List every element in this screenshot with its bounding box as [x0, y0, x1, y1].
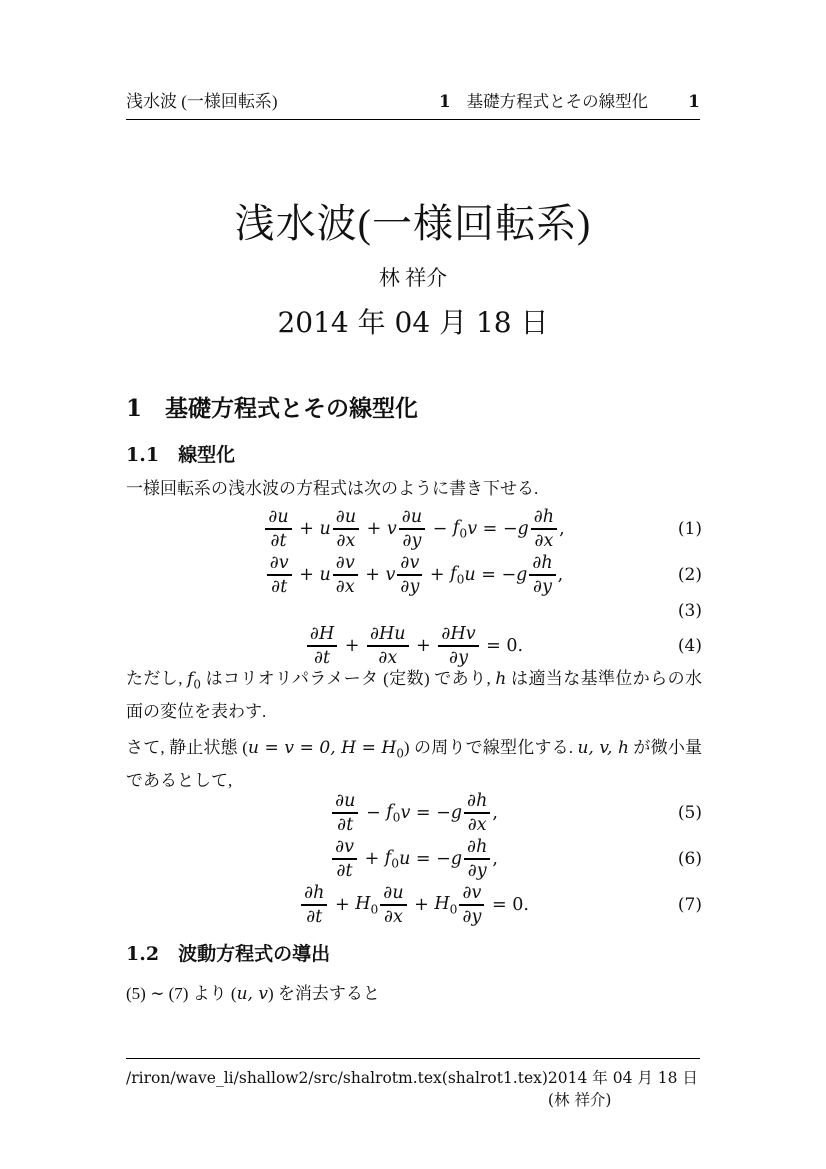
math-variable: u: [319, 519, 331, 539]
equation-5-body: [330, 792, 498, 834]
footer-date-author: 2014 年 04 月 18 日 (林 祥介): [547, 1069, 698, 1109]
math-fraction-part: ∂y: [402, 530, 422, 551]
page-footer: [126, 1058, 700, 1110]
equation-7-number: (7): [677, 895, 702, 915]
document-author: 林 祥介: [378, 266, 448, 290]
paragraph-linearize: [126, 734, 702, 794]
running-section-title: 基礎方程式とその線型化: [466, 93, 649, 111]
math-fraction-part: ∂y: [462, 906, 482, 927]
math-variable: h: [495, 669, 507, 689]
math-fraction-part: ∂t: [270, 530, 287, 551]
math-fraction: [333, 508, 359, 550]
equation-6: [126, 836, 702, 882]
math-operator: ,: [492, 803, 498, 823]
math-fraction-part: ∂Hv: [441, 624, 476, 645]
math-fraction-part: ∂t: [271, 576, 288, 597]
math-fraction-part: ∂h: [467, 791, 488, 812]
math-fraction-part: ∂x: [534, 530, 554, 551]
equation-5: [126, 790, 702, 836]
equation-1-body: [263, 508, 564, 550]
equation-6-number: (6): [677, 849, 702, 869]
math-operator: ,: [557, 565, 564, 585]
math-fraction-part: ∂x: [335, 576, 355, 597]
math-operator: = −: [410, 803, 451, 823]
text-run: ただし,: [126, 669, 188, 688]
subsection-1-2-title: 波動方程式の導出: [178, 944, 331, 965]
equation-2: [126, 552, 702, 598]
math-operator: +: [293, 565, 320, 585]
text-run: 一様回転系の浅水波の方程式は次のように書き下せる.: [126, 479, 539, 498]
math-operator: ,: [492, 849, 498, 869]
math-fraction: [464, 792, 490, 834]
document-title: 浅水波(一様回転系): [234, 201, 592, 246]
equation-2-number: (2): [677, 565, 702, 585]
math-operator: +: [424, 565, 451, 585]
equation-4-number: (4): [677, 636, 702, 656]
equation-3-number: (3): [677, 600, 702, 621]
math-variable: u, v, h: [577, 738, 629, 758]
math-variable: $H_0$: [434, 893, 458, 917]
math-fraction: [464, 838, 490, 880]
running-section-number: 1: [438, 92, 451, 112]
math-variable: $f_0$: [386, 801, 401, 825]
text-run: ) を消去すると: [267, 984, 380, 1003]
math-fraction-part: ∂h: [533, 507, 555, 528]
math-variable: $H_0$: [355, 893, 379, 917]
math-fraction-part: ∂v: [269, 553, 289, 574]
text-run: (5) ∼ (7) より (: [126, 984, 237, 1003]
math-fraction-part: ∂y: [467, 860, 487, 881]
math-fraction-part: ∂x: [336, 530, 356, 551]
math-fraction-part: ∂x: [383, 906, 403, 927]
math-variable: u: [399, 849, 411, 869]
equation-5-number: (5): [677, 803, 702, 823]
running-header: [126, 87, 700, 120]
paragraph-intro: [126, 475, 702, 502]
math-variable: $f_0$: [384, 847, 400, 871]
math-operator: +: [293, 519, 320, 539]
footer-file-path: /riron/wave_li/shallow2/src/shalrotm.tex(shalrot1.tex): [126, 1069, 548, 1087]
equation-1-number: (1): [677, 519, 702, 539]
page-number: 1: [688, 92, 700, 112]
math-operator: +: [339, 636, 365, 656]
math-fraction-part: ∂t: [306, 906, 323, 927]
math-fraction: [380, 884, 406, 926]
equation-1: [126, 506, 702, 552]
paragraph-coriolis: [126, 665, 702, 725]
running-header-title: 浅水波 (一様回転系): [126, 92, 278, 111]
section-1-number: 1: [126, 395, 143, 422]
equation-block-2: [126, 790, 702, 928]
math-variable: g: [450, 803, 463, 823]
equation-4: [126, 623, 702, 669]
math-fraction: [332, 838, 357, 880]
math-fraction-part: ∂v: [462, 883, 482, 904]
math-fraction-part: ∂u: [335, 507, 357, 528]
equation-block-1: [126, 506, 702, 669]
math-operator: +: [408, 895, 435, 915]
math-fraction-part: ∂t: [337, 814, 354, 835]
math-operator: = −: [475, 565, 517, 585]
math-fraction: [265, 508, 291, 550]
math-variable: v: [400, 803, 411, 823]
math-operator: +: [359, 565, 386, 585]
equation-4-body: [305, 625, 523, 667]
math-fraction-part: ∂t: [314, 647, 331, 668]
subsection-1-1-title: 線型化: [178, 445, 236, 466]
math-fraction-part: ∂x: [378, 647, 398, 668]
math-fraction: [267, 554, 292, 596]
math-fraction: [367, 625, 409, 667]
text-run: はコリオリパラメータ (定数) であり,: [200, 669, 496, 688]
math-fraction-part: ∂h: [467, 837, 488, 858]
math-fraction-part: ∂u: [268, 507, 289, 528]
math-operator: −: [360, 803, 387, 823]
subsection-1-2-number: 1.2: [126, 943, 160, 965]
math-fraction-part: ∂Hu: [370, 624, 406, 645]
math-fraction: [459, 884, 484, 926]
math-operator: +: [410, 636, 437, 656]
math-variable: $f_0$: [187, 669, 201, 692]
math-variable: u: [464, 565, 476, 585]
math-fraction-part: ∂u: [335, 791, 356, 812]
math-fraction: [531, 508, 557, 550]
equation-7-body: [299, 884, 529, 926]
math-fraction-part: ∂v: [400, 553, 420, 574]
subsection-1-1-number: 1.1: [126, 444, 160, 466]
math-operator: −: [427, 519, 453, 539]
math-fraction: [307, 625, 337, 667]
equation-7: [126, 882, 702, 928]
math-fraction: [438, 625, 478, 667]
math-fraction-part: ∂u: [401, 507, 423, 528]
math-fraction-part: ∂y: [533, 576, 552, 597]
math-fraction-part: ∂u: [383, 883, 404, 904]
math-fraction-part: ∂y: [400, 576, 420, 597]
math-operator: = 0.: [486, 895, 529, 915]
math-fraction-part: ∂h: [304, 883, 325, 904]
text-run: は適当な基準位からの水面の変位を表わす.: [126, 669, 703, 722]
section-1-title: 基礎方程式とその線型化: [165, 395, 419, 421]
math-variable: $f_0$: [452, 517, 468, 541]
section-1-heading: [126, 390, 418, 423]
math-fraction: [333, 554, 358, 596]
running-header-section: [439, 88, 700, 112]
math-fraction-part: ∂h: [532, 553, 553, 574]
math-variable: v: [467, 519, 478, 539]
math-fraction-part: ∂H: [309, 624, 335, 645]
math-variable: u = v = 0, $H = H_0$: [247, 738, 404, 761]
math-operator: = −: [477, 519, 518, 539]
math-variable: v: [386, 519, 397, 539]
math-fraction: [529, 554, 555, 596]
math-variable: v: [385, 565, 396, 585]
paragraph-derivation: [126, 980, 702, 1008]
math-fraction-part: ∂x: [467, 814, 487, 835]
text-run: さて, 静止状態 (: [126, 738, 248, 757]
math-variable: $f_0$: [450, 563, 465, 587]
math-operator: = 0.: [480, 636, 524, 656]
text-run: が微小量であるとして,: [126, 738, 703, 791]
math-fraction: [301, 884, 327, 926]
text-run: ) の周りで線型化する.: [403, 738, 578, 757]
math-operator: +: [329, 895, 356, 915]
math-fraction: [397, 554, 422, 596]
math-fraction-part: ∂v: [335, 553, 355, 574]
equation-6-body: [330, 838, 498, 880]
math-variable: u, v: [236, 984, 268, 1004]
math-fraction: [332, 792, 358, 834]
subsection-1-2-heading: [126, 939, 330, 966]
math-variable: u: [319, 565, 331, 585]
math-variable: g: [517, 519, 529, 539]
document-date: 2014 年 04 月 18 日: [277, 306, 549, 339]
math-operator: +: [359, 849, 385, 869]
math-fraction-part: ∂y: [449, 647, 468, 668]
math-fraction-part: ∂t: [336, 860, 353, 881]
math-fraction-part: ∂v: [335, 837, 354, 858]
math-variable: g: [516, 565, 528, 585]
subsection-1-1-heading: [126, 440, 235, 467]
equation-3: [126, 598, 702, 623]
math-operator: = −: [410, 849, 451, 869]
equation-2-body: [265, 554, 564, 596]
math-variable: g: [450, 849, 463, 869]
math-operator: ,: [559, 519, 565, 539]
math-operator: +: [361, 519, 387, 539]
math-fraction: [399, 508, 425, 550]
